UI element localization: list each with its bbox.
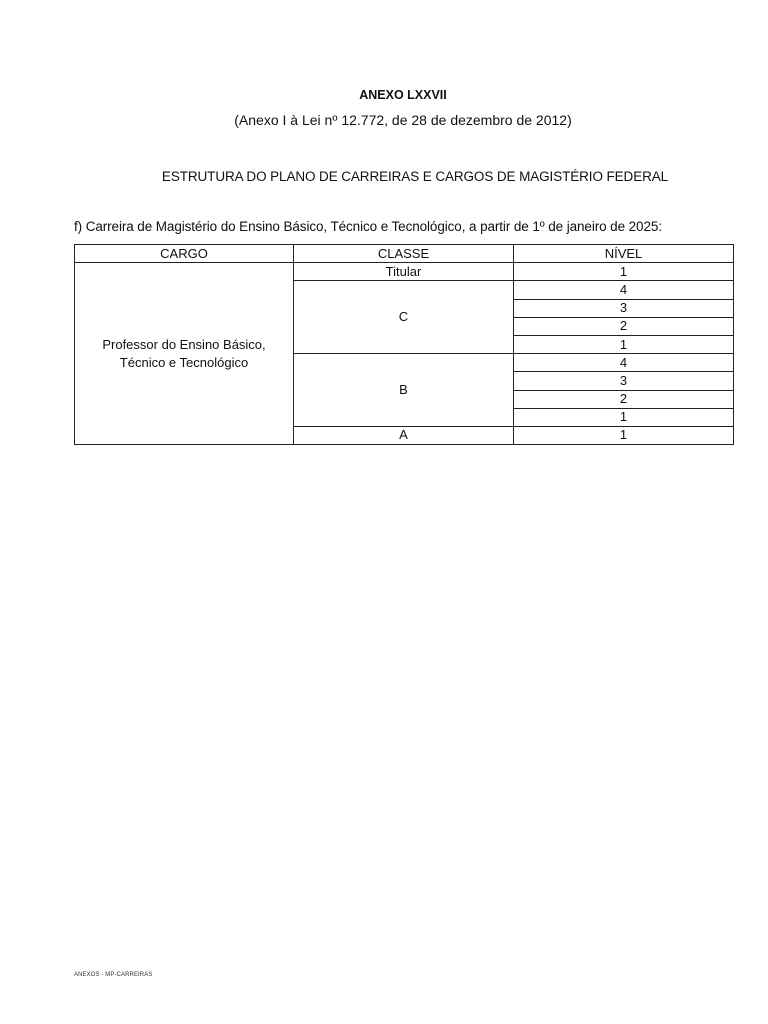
nivel-cell: 1 [514, 263, 734, 281]
table-row [75, 263, 734, 281]
nivel-cell: 4 [514, 354, 734, 372]
cargo-line-2: Técnico e Tecnológico [119, 354, 249, 370]
classe-cell-b: B [294, 354, 514, 427]
nivel-cell: 1 [514, 426, 734, 444]
nivel-cell: 2 [514, 317, 734, 335]
cargo-line-1: Professor do Ensino Básico, [102, 336, 266, 352]
cargo-cell [75, 263, 294, 445]
document-subtitle: (Anexo I à Lei nº 12.772, de 28 de dezembro de 2012) [234, 112, 572, 128]
document-heading: ESTRUTURA DO PLANO DE CARREIRAS E CARGOS DE MAGISTÉRIO FEDERAL [161, 169, 669, 184]
nivel-cell: 1 [514, 335, 734, 353]
nivel-cell: 3 [514, 299, 734, 317]
classe-cell-a: A [294, 426, 514, 444]
header-classe: CLASSE [294, 245, 514, 263]
nivel-cell: 1 [514, 408, 734, 426]
nivel-cell: 4 [514, 281, 734, 299]
classe-cell-c: C [294, 281, 514, 354]
table-header-row [75, 245, 734, 263]
header-cargo: CARGO [75, 245, 294, 263]
document-title: ANEXO LXXVII [359, 88, 447, 102]
career-structure-table [74, 244, 734, 445]
nivel-cell: 2 [514, 390, 734, 408]
classe-cell-titular: Titular [294, 263, 514, 281]
nivel-cell: 3 [514, 372, 734, 390]
intro-paragraph: f) Carreira de Magistério do Ensino Básico, Técnico e Tecnológico, a partir de 1º de janeiro de 2025: [74, 219, 662, 234]
header-nivel: NÍVEL [514, 245, 734, 263]
page-footer: ANEXOS - MP-CARREIRAS [74, 972, 153, 978]
